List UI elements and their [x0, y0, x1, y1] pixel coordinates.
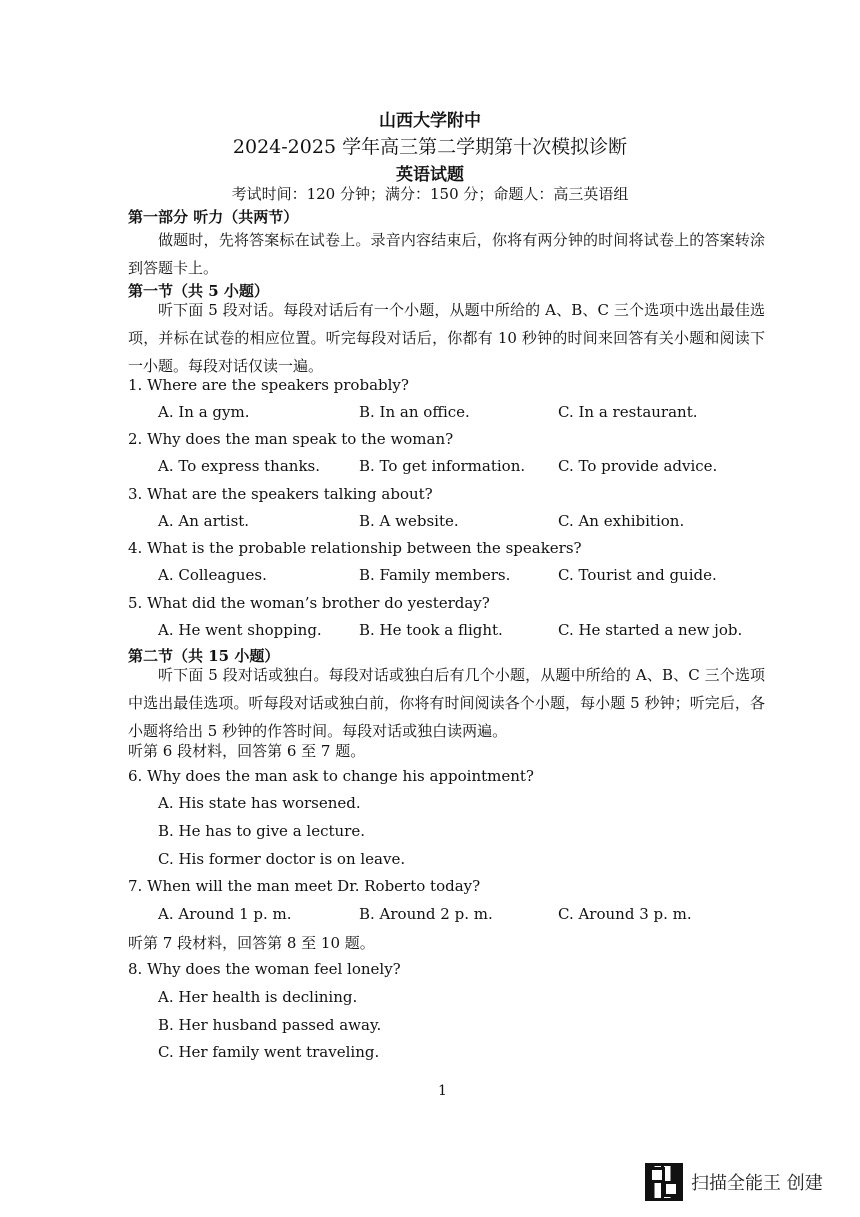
q6-option-a: A. His state has worsened.	[158, 794, 361, 812]
q2-option-a: A. To express thanks.	[158, 457, 321, 475]
part1-instruction: 做题时，先将答案标在试卷上。录音内容结束后，你将有两分钟的时间将试卷上的答案转涂到答题卡上。	[128, 231, 765, 277]
scanner-watermark	[645, 1163, 823, 1201]
q6-option-c: C. His former doctor is on leave.	[158, 850, 406, 868]
q3-option-b: B. A website.	[359, 512, 459, 530]
exam-info: 考试时间：120 分钟；满分：150 分；命题人：高三英语组	[231, 185, 629, 203]
question-8: 8. Why does the woman feel lonely?	[128, 960, 401, 978]
section2-instruction: 听下面 5 段对话或独白。每段对话或独白后有几个小题，从题中所给的 A、B、C 三个选项中选出最佳选项。听每段对话或独白前，你将有时间阅读各个小题，每小题 5 秒钟；听完后，各小题将给出 5 秒钟的作答时间。每段对话或独白读两遍。	[128, 666, 765, 740]
section1-heading: 第一节（共 5 小题）	[128, 282, 269, 300]
q4-option-c: C. Tourist and guide.	[558, 566, 717, 584]
q1-option-a: A. In a gym.	[158, 403, 250, 421]
question-7: 7. When will the man meet Dr. Roberto today?	[128, 877, 481, 895]
q7-option-c: C. Around 3 p. m.	[558, 905, 692, 923]
q4-option-b: B. Family members.	[359, 566, 511, 584]
exam-title: 2024-2025 学年高三第二学期第十次模拟诊断	[232, 136, 628, 158]
material-6-instruction: 听第 6 段材料，回答第 6 至 7 题。	[128, 742, 366, 760]
subject-title: 英语试题	[396, 165, 464, 185]
q8-option-a: A. Her health is declining.	[158, 988, 358, 1006]
q1-option-b: B. In an office.	[359, 403, 470, 421]
question-2: 2. Why does the man speak to the woman?	[128, 430, 454, 448]
part1-heading: 第一部分 听力（共两节）	[128, 208, 299, 226]
q1-option-c: C. In a restaurant.	[558, 403, 698, 421]
q7-option-b: B. Around 2 p. m.	[359, 905, 493, 923]
qr-code-icon	[645, 1163, 683, 1201]
q8-option-c: C. Her family went traveling.	[158, 1043, 380, 1061]
q5-option-a: A. He went shopping.	[158, 621, 322, 639]
section1-instruction: 听下面 5 段对话。每段对话后有一个小题，从题中所给的 A、B、C 三个选项中选出最佳选项，并标在试卷的相应位置。听完每段对话后，你都有 10 秒钟的时间来回答有关小题和阅读下一小题。每段对话仅读一遍。	[128, 301, 765, 375]
q4-option-a: A. Colleagues.	[158, 566, 267, 584]
page-number: 1	[438, 1083, 447, 1099]
q8-option-b: B. Her husband passed away.	[158, 1016, 382, 1034]
section2-heading: 第二节（共 15 小题）	[128, 647, 280, 665]
q2-option-b: B. To get information.	[359, 457, 526, 475]
q5-option-b: B. He took a flight.	[359, 621, 503, 639]
q6-option-b: B. He has to give a lecture.	[158, 822, 365, 840]
question-4: 4. What is the probable relationship between the speakers?	[128, 539, 582, 557]
question-6: 6. Why does the man ask to change his appointment?	[128, 767, 534, 785]
question-1: 1. Where are the speakers probably?	[128, 376, 409, 394]
question-5: 5. What did the woman’s brother do yesterday?	[128, 594, 490, 612]
material-7-instruction: 听第 7 段材料，回答第 8 至 10 题。	[128, 934, 375, 952]
q7-option-a: A. Around 1 p. m.	[158, 905, 292, 923]
q2-option-c: C. To provide advice.	[558, 457, 718, 475]
q3-option-a: A. An artist.	[158, 512, 250, 530]
scanner-label: 扫描全能王 创建	[691, 1173, 823, 1194]
q5-option-c: C. He started a new job.	[558, 621, 743, 639]
q3-option-c: C. An exhibition.	[558, 512, 685, 530]
school-name: 山西大学附中	[379, 111, 481, 131]
question-3: 3. What are the speakers talking about?	[128, 485, 433, 503]
